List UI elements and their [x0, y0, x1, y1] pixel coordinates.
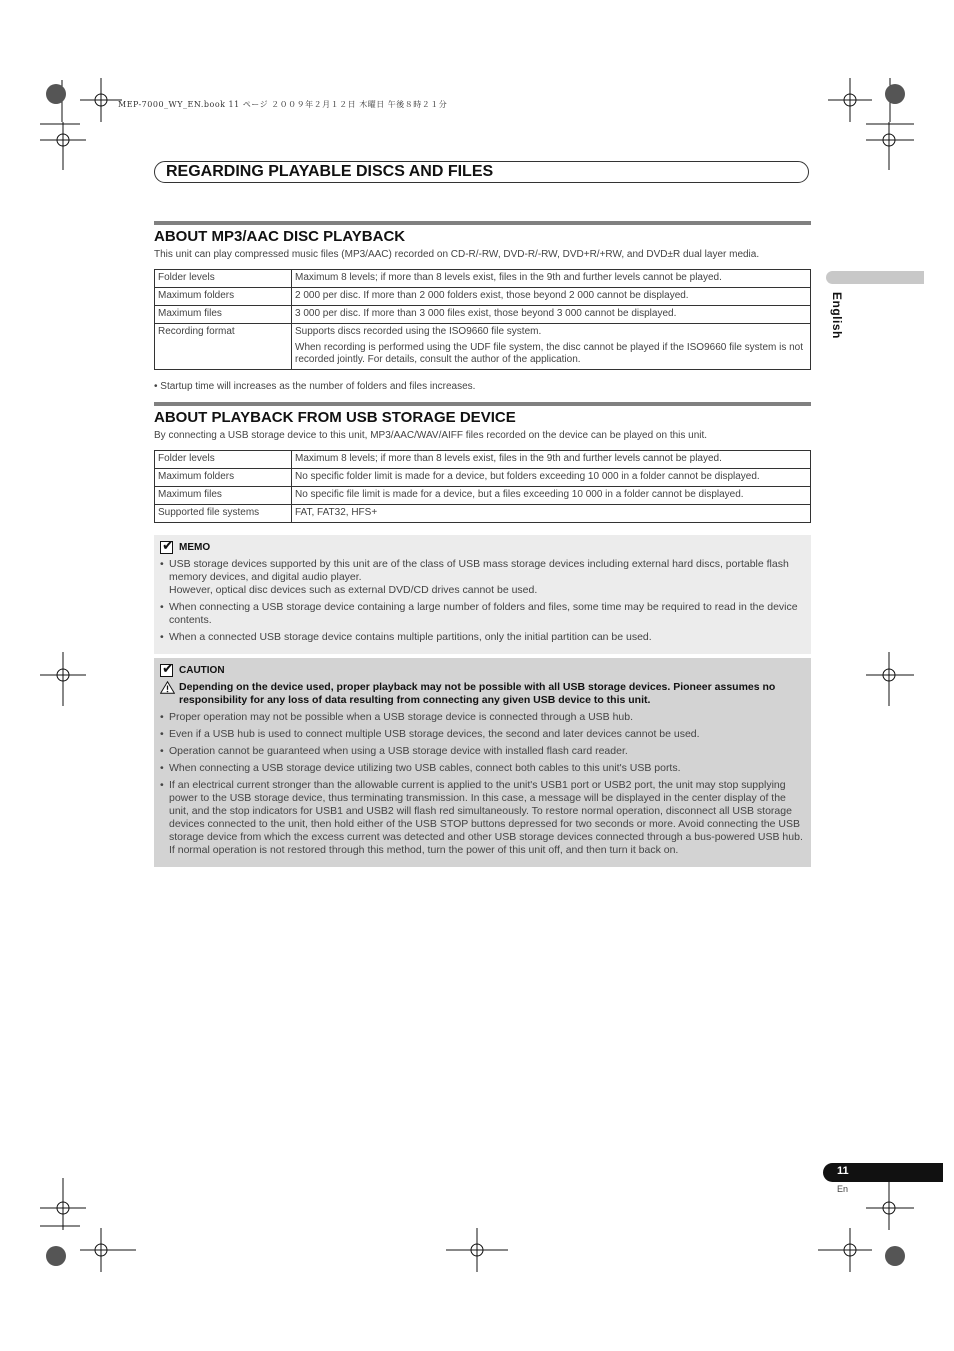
page-language-code: En: [837, 1184, 849, 1194]
list-item: • When connecting a USB storage device utilizing two USB cables, connect both cables to this unit's USB ports.: [160, 762, 805, 775]
caution-warning: [160, 681, 805, 707]
table-label: Maximum folders: [155, 469, 292, 487]
caution-warning-text: Depending on the device used, proper playback may not be possible with all USB storage devices. Pioneer assumes no responsibility for any loss of data resulting from connecting any given USB device to this unit.: [179, 681, 776, 706]
list-item: • When connecting a USB storage device containing a large number of folders and files, some time may be required to read in the device contents.: [160, 601, 805, 627]
list-item: • Proper operation may not be possible when a USB storage device is connected through a USB hub.: [160, 711, 805, 724]
section-intro-usb: By connecting a USB storage device to this unit, MP3/AAC/WAV/AIFF files recorded on the device can be played on this unit.: [154, 430, 708, 441]
section-divider: [154, 402, 811, 406]
table-label: Recording format: [155, 324, 292, 370]
chapter-title-banner: [154, 161, 809, 183]
table-value: [292, 324, 811, 370]
checkmark-icon: ✔: [162, 536, 174, 553]
table-row: [155, 505, 811, 523]
section-title-usb: ABOUT PLAYBACK FROM USB STORAGE DEVICE: [154, 409, 516, 426]
table-value: FAT, FAT32, HFS+: [292, 505, 811, 523]
table-row: [155, 451, 811, 469]
mp3-aac-spec-table: [154, 269, 811, 370]
page-number: 11: [837, 1165, 849, 1177]
chapter-title: REGARDING PLAYABLE DISCS AND FILES: [166, 163, 494, 180]
table-label: Folder levels: [155, 270, 292, 288]
table-row: [155, 288, 811, 306]
table-label: Supported file systems: [155, 505, 292, 523]
list-item: • Even if a USB hub is used to connect multiple USB storage devices, the second and later devices cannot be used.: [160, 728, 805, 741]
caution-heading: [160, 659, 805, 677]
table-row: [155, 306, 811, 324]
list-item: • If an electrical current stronger than the allowable current is applied to the unit's USB1 port or USB2 port, the unit may stop supplying power to the USB storage device, thus terminating transmission. In this case, a message will be displayed in the center display of the unit, and the stop indicators for USB1 and USB2 will flash red simultaneously. To restore normal operation, disconnect all USB storage devices connected to the unit, then hold either of the USB STOP buttons depressed for two seconds or more. Avoid connecting the USB storage device from which the excess current was detected and other USB storage devices connected through a bus-powered USB hub. If normal operation is not restored through this method, turn the power of this unit off, and then turn it back on.: [160, 779, 805, 857]
list-item: [160, 558, 805, 597]
table-label: Maximum folders: [155, 288, 292, 306]
section-note: • Startup time will increases as the number of folders and files increases.: [154, 381, 476, 392]
checkmark-icon: ✔: [162, 659, 174, 676]
table-value: 2 000 per disc. If more than 2 000 folders exist, those beyond 2 000 cannot be displayed.: [292, 288, 811, 306]
print-header: MEP-7000_WY_EN.book 11 ページ ２００９年２月１２日 木曜日 午後８時２１分: [118, 100, 448, 109]
caution-box: [154, 658, 811, 867]
language-tab: [826, 271, 924, 284]
table-row: [155, 324, 811, 370]
table-value: No specific file limit is made for a device, but a files exceeding 10 000 in a folder cannot be displayed.: [292, 487, 811, 505]
memo-list: [160, 558, 805, 644]
table-value-line: Supports discs recorded using the ISO9660 file system.: [295, 326, 542, 337]
caution-title: CAUTION: [179, 664, 225, 676]
table-row: [155, 487, 811, 505]
table-row: [155, 469, 811, 487]
memo-heading: [160, 536, 805, 554]
table-label: Maximum files: [155, 487, 292, 505]
warning-triangle-icon: [160, 681, 177, 695]
memo-box: [154, 535, 811, 654]
list-item-text: USB storage devices supported by this unit are of the class of USB mass storage devices including external hard discs, portable flash memory devices, and digital audio player.: [169, 558, 789, 583]
list-item-subtext: However, optical disc devices such as external DVD/CD drives cannot be used.: [169, 584, 538, 596]
table-value: Maximum 8 levels; if more than 8 levels exist, files in the 9th and further levels cannot be played.: [292, 451, 811, 469]
section-divider: [154, 221, 811, 225]
table-value: 3 000 per disc. If more than 3 000 files exist, those beyond 3 000 cannot be displayed.: [292, 306, 811, 324]
table-value: Maximum 8 levels; if more than 8 levels exist, files in the 9th and further levels cannot be played.: [292, 270, 811, 288]
usb-spec-table: [154, 450, 811, 523]
table-label: Folder levels: [155, 451, 292, 469]
list-item: • Operation cannot be guaranteed when using a USB storage device with installed flash card reader.: [160, 745, 805, 758]
table-label: Maximum files: [155, 306, 292, 324]
table-value-line: When recording is performed using the UDF file system, the disc cannot be played if the ISO9660 file system is not recorded jointly. For details, consult the author of the application.: [295, 342, 804, 365]
list-item: • When a connected USB storage device contains multiple partitions, only the initial partition can be used.: [160, 631, 805, 644]
language-tab-label: English: [830, 292, 844, 339]
table-row: [155, 270, 811, 288]
section-title-mp3-aac: ABOUT MP3/AAC DISC PLAYBACK: [154, 228, 406, 245]
memo-title: MEMO: [179, 541, 211, 553]
section-intro-mp3-aac: This unit can play compressed music files (MP3/AAC) recorded on CD-R/-RW, DVD-R/-RW, DVD+R/+RW, and DVD±R dual layer media.: [154, 249, 760, 260]
table-value: No specific folder limit is made for a device, but folders exceeding 10 000 in a folder cannot be displayed.: [292, 469, 811, 487]
page-number-tab: [823, 1163, 943, 1182]
caution-list: [160, 711, 805, 857]
